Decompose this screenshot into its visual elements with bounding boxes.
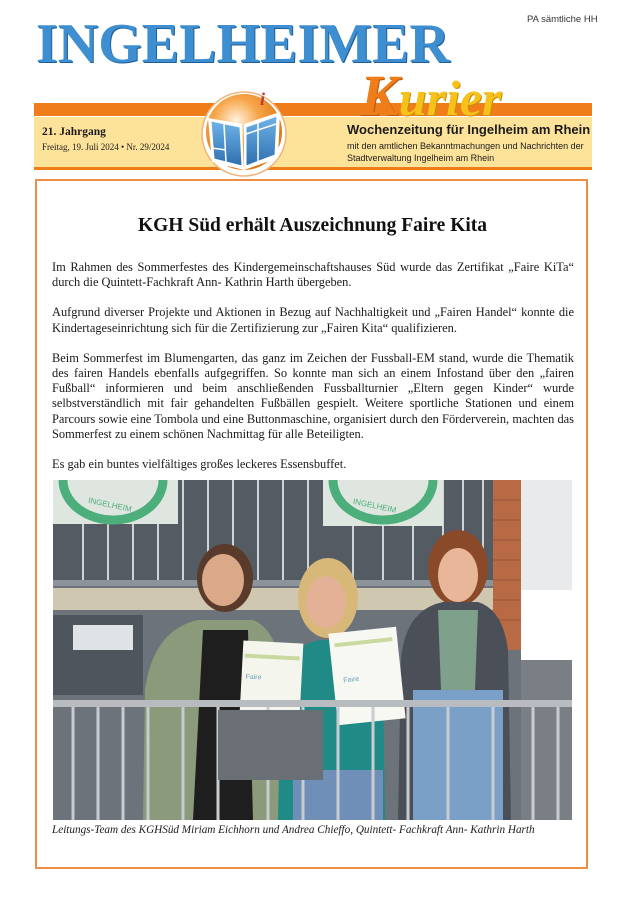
article-paragraph: Im Rahmen des Sommerfestes des Kindergemeinschaftshauses Süd wurde das Zertifikat „Faire KiTa“ durch die Quintett-Fachkraft Ann- Kathrin Harth übergeben.	[52, 260, 574, 290]
distribution-note: PA sämtliche HH	[527, 14, 598, 25]
volume-label: 21. Jahrgang	[42, 126, 106, 138]
open-book-icon	[200, 78, 288, 182]
photo-illustration	[53, 480, 572, 820]
kurier-k: K	[360, 63, 399, 128]
article-paragraph: Es gab ein buntes vielfältiges großes leckeres Essensbuffet.	[52, 457, 347, 472]
article-headline: KGH Süd erhält Auszeichnung Faire Kita	[137, 215, 488, 236]
newspaper-title: INGELHEIMER	[36, 13, 450, 75]
masthead-divider	[34, 167, 592, 170]
banner-text: INGELHEIM	[87, 495, 133, 514]
subline: mit den amtlichen Bekanntmachungen und Nachrichten der Stadtverwaltung Ingelheim am Rhein	[347, 141, 584, 163]
info-i-letter: i	[260, 89, 266, 109]
article-paragraph: Aufgrund diverser Projekte und Aktionen in Bezug auf Nachhaltigkeit und „Fairen Handel“ konnte die Kindertageseinrichtung sich für die Zertifizierung zur „Fairen Kita“ qualifizieren.	[52, 305, 574, 335]
masthead-orange-bar	[34, 103, 592, 116]
issue-date: Freitag, 19. Juli 2024 • Nr. 29/2024	[42, 142, 170, 152]
certificate-text: Faire	[343, 675, 360, 685]
article-paragraph: Beim Sommerfest im Blumengarten, das ganz im Zeichen der Fussball-EM stand, wurde die Thematik des fairen Handels ebenfalls aufgegriffen. So konnte man sich an einem Infostand über den „fairen Fußball“ informieren und beim anschließenden Fussballturnier „Eltern gegen Kinder“ wurde selbstverständlich mit fair gehandelten Fußbällen gespielt. Weitere sportliche Stationen und einem Parcours sowie eine Tombola und eine Buttonmaschine, organisiert durch den Förderverein, machten das Sommerfest zu einem schönen Nachmittag für alle Beteiligten.	[52, 350, 574, 441]
photo-caption: Leitungs-Team des KGHSüd Miriam Eichhorn und Andrea Chieffo, Quintett- Fachkraft Ann- Kathrin Harth	[52, 824, 535, 836]
banner-text: INGELHEIM	[352, 496, 398, 515]
tagline: Wochenzeitung für Ingelheim am Rhein	[347, 122, 591, 137]
newspaper-subtitle-logo	[360, 63, 502, 128]
certificate-text: Faire	[245, 673, 262, 682]
article-body	[52, 260, 574, 487]
article-photo	[53, 480, 572, 820]
kurier-rest: urier	[398, 70, 502, 126]
